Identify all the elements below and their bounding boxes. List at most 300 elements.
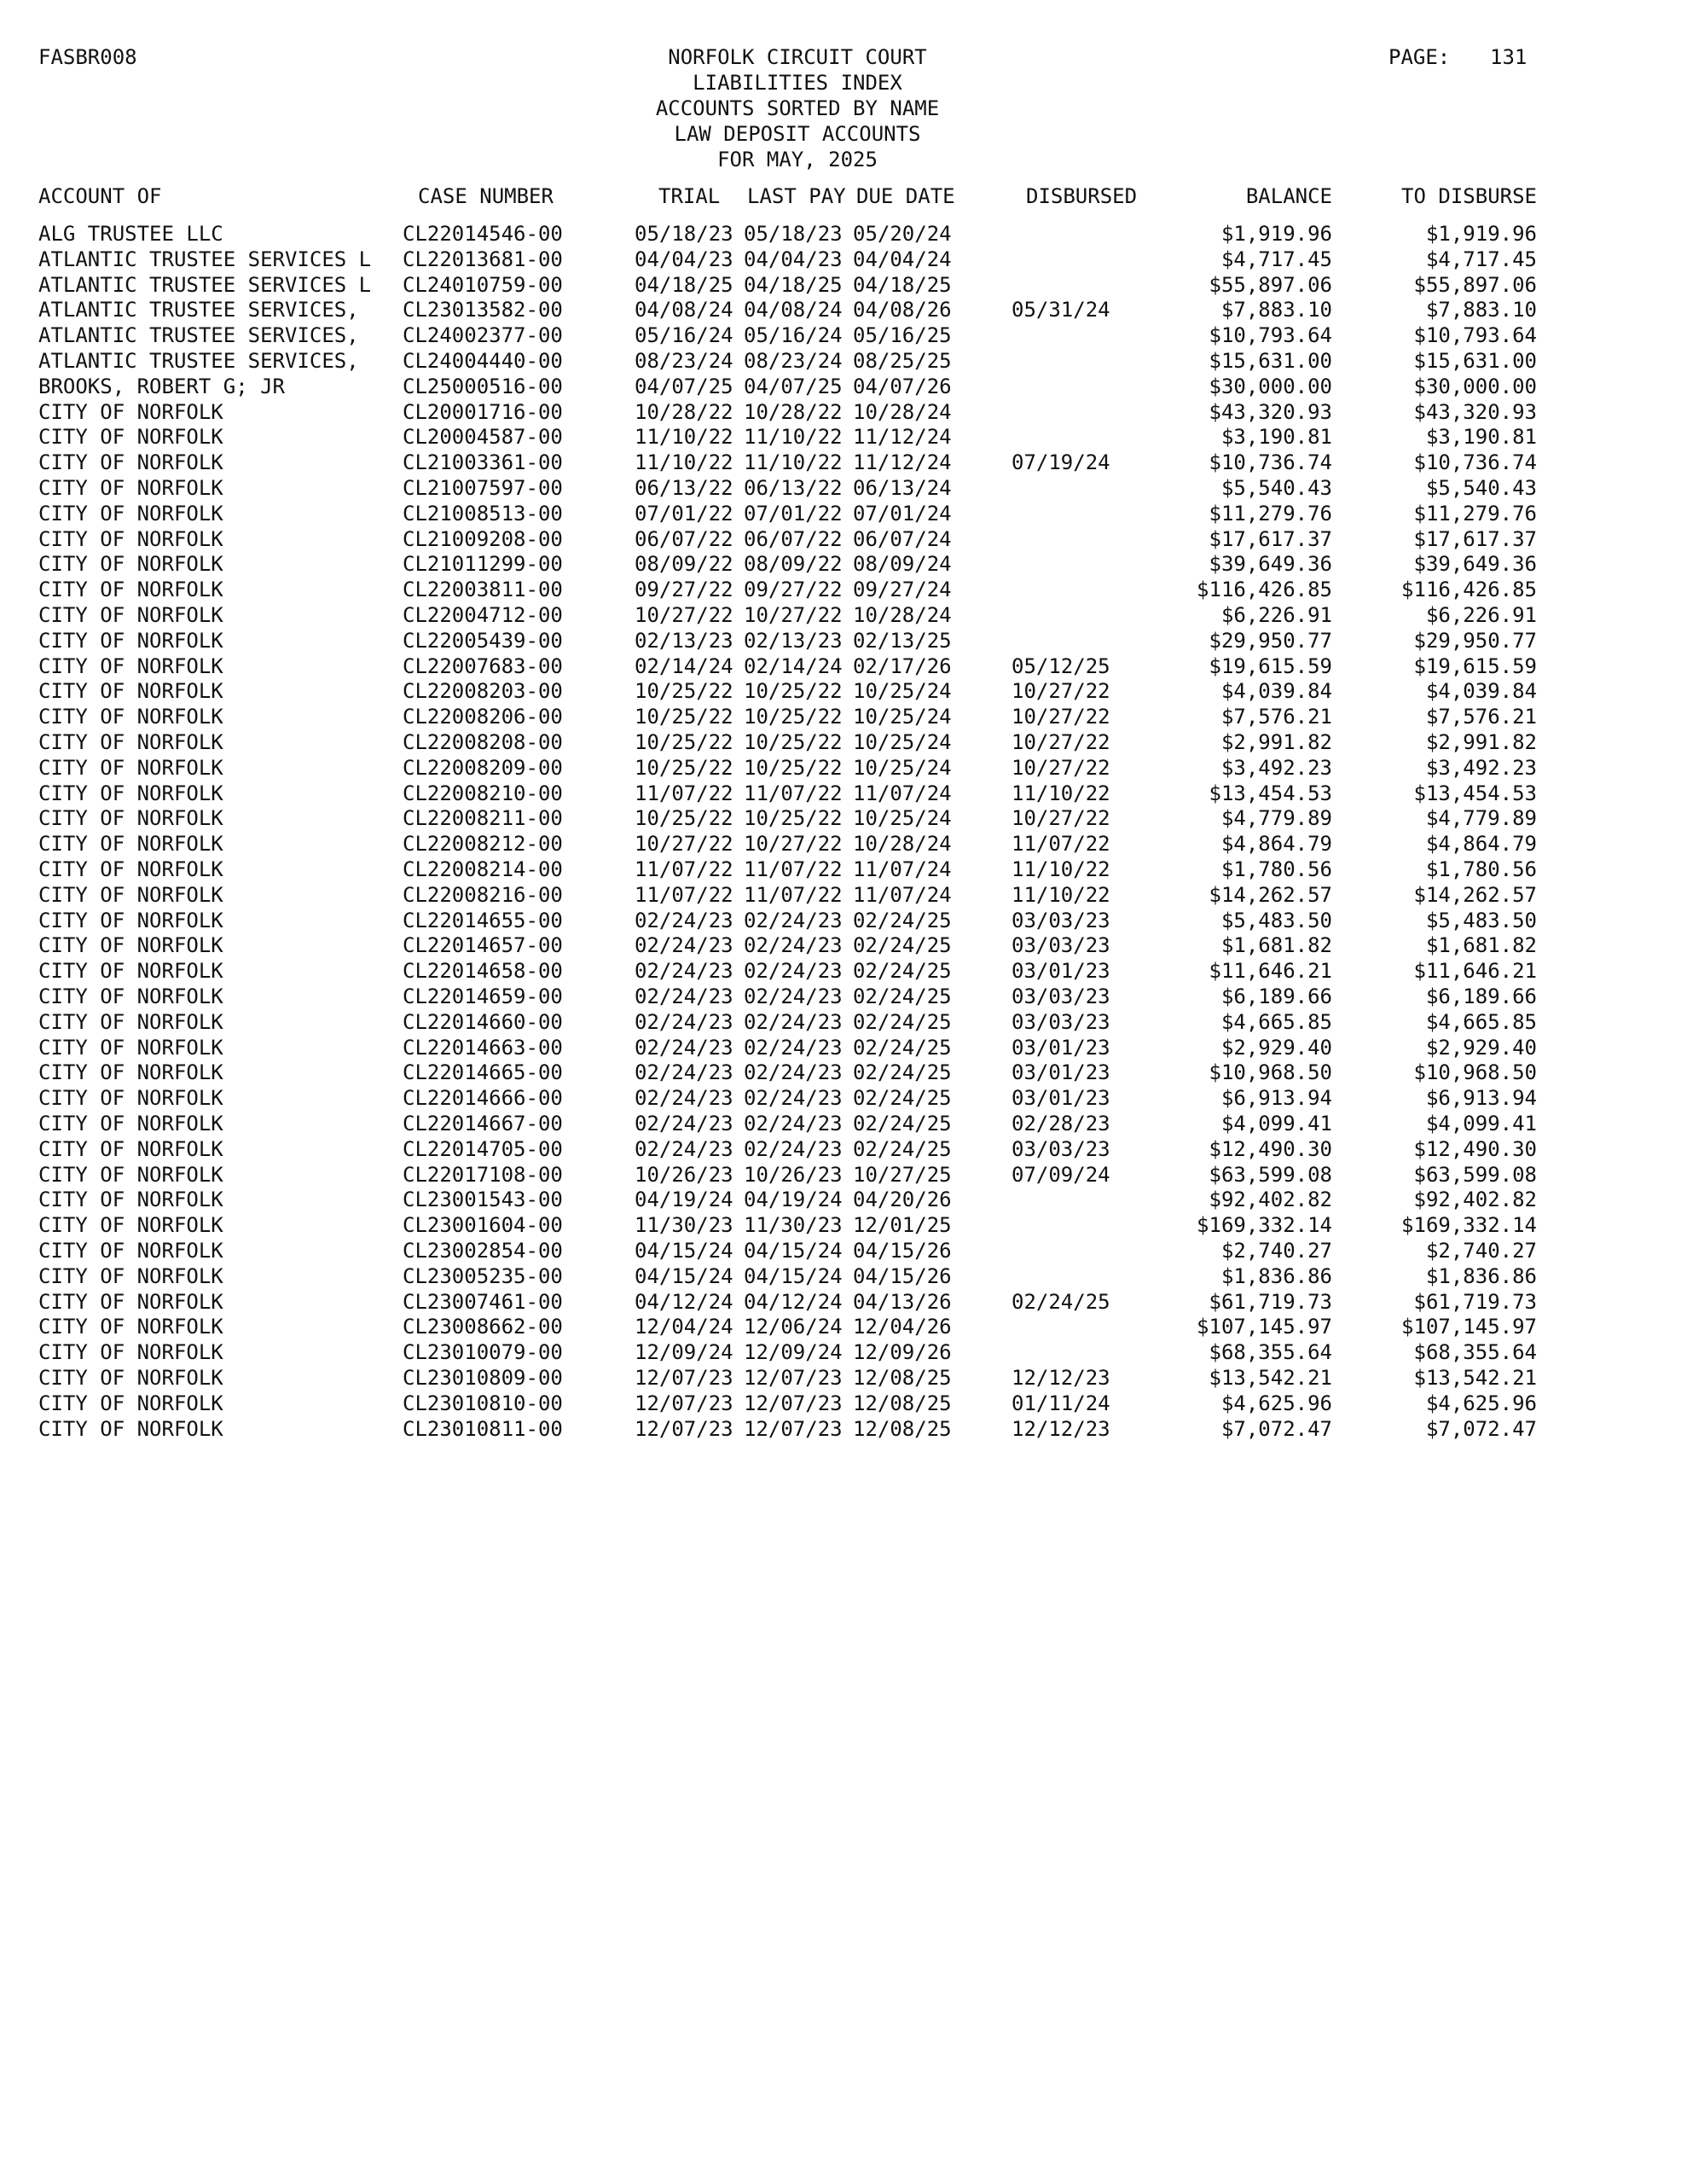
table-row — [0, 221, 1687, 247]
case-number: CL23010810-00 — [403, 1391, 563, 1415]
balance-amount: $12,490.30 — [1209, 1136, 1332, 1161]
last-pay-date: 12/09/24 — [744, 1340, 843, 1365]
account-name: CITY OF NORFOLK — [38, 781, 223, 805]
due-date: 11/12/24 — [853, 425, 952, 450]
account-name: CITY OF NORFOLK — [38, 1060, 223, 1085]
table-row — [0, 424, 1687, 450]
balance-amount: $39,649.36 — [1209, 552, 1332, 577]
to-disburse-amount: $10,736.74 — [1413, 450, 1537, 475]
last-pay-date: 04/15/24 — [744, 1263, 843, 1288]
case-number: CL23010811-00 — [403, 1416, 563, 1441]
last-pay-date: 12/07/23 — [744, 1366, 843, 1390]
trial-date: 12/07/23 — [635, 1391, 733, 1415]
disbursed-date: 10/27/22 — [1012, 806, 1110, 831]
account-name: CITY OF NORFOLK — [38, 959, 223, 984]
due-date: 12/04/26 — [853, 1315, 952, 1339]
last-pay-date: 02/24/23 — [744, 1009, 843, 1034]
case-number: CL23001543-00 — [403, 1188, 563, 1212]
due-date: 02/24/25 — [853, 908, 952, 932]
due-date: 02/24/25 — [853, 1009, 952, 1034]
disbursed-date: 03/01/23 — [1012, 1060, 1110, 1085]
account-name: CITY OF NORFOLK — [38, 450, 223, 475]
disbursed-date: 10/27/22 — [1012, 679, 1110, 704]
trial-date: 04/08/24 — [635, 298, 733, 322]
due-date: 06/07/24 — [853, 526, 952, 551]
case-number: CL22014657-00 — [403, 933, 563, 958]
to-disburse-amount: $3,190.81 — [1425, 425, 1537, 450]
trial-date: 02/24/23 — [635, 908, 733, 932]
due-date: 12/08/25 — [853, 1391, 952, 1415]
table-row — [0, 1339, 1687, 1365]
last-pay-date: 04/18/25 — [744, 272, 843, 297]
table-row — [0, 831, 1687, 857]
disbursed-date: 03/03/23 — [1012, 985, 1110, 1008]
account-name: ATLANTIC TRUSTEE SERVICES, — [38, 323, 359, 348]
due-date: 12/08/25 — [853, 1416, 952, 1441]
account-name: CITY OF NORFOLK — [38, 1213, 223, 1238]
column-header-due: DUE DATE — [856, 184, 955, 208]
balance-amount: $10,793.64 — [1209, 323, 1332, 348]
trial-date: 02/24/23 — [635, 1112, 733, 1136]
case-number: CL22014660-00 — [403, 1009, 563, 1034]
case-number: CL23002854-00 — [403, 1239, 563, 1263]
to-disburse-amount: $61,719.73 — [1413, 1289, 1537, 1314]
case-number: CL22003811-00 — [403, 578, 563, 602]
account-name: BROOKS, ROBERT G; JR — [38, 374, 285, 398]
to-disburse-amount: $92,402.82 — [1413, 1188, 1537, 1212]
due-date: 11/07/24 — [853, 857, 952, 881]
due-date: 02/24/25 — [853, 985, 952, 1008]
due-date: 06/13/24 — [853, 476, 952, 500]
due-date: 08/25/25 — [853, 349, 952, 373]
disbursed-date: 03/03/23 — [1012, 933, 1110, 958]
balance-amount: $7,576.21 — [1220, 705, 1332, 729]
table-row — [0, 450, 1687, 475]
case-number: CL22013681-00 — [403, 247, 563, 271]
due-date: 10/28/24 — [853, 832, 952, 857]
column-header-to-disburse: TO DISBURSE — [1401, 184, 1537, 208]
to-disburse-amount: $7,072.47 — [1425, 1416, 1537, 1441]
due-date: 10/28/24 — [853, 399, 952, 424]
to-disburse-amount: $14,262.57 — [1413, 882, 1537, 907]
due-date: 04/18/25 — [853, 272, 952, 297]
account-name: CITY OF NORFOLK — [38, 908, 223, 932]
last-pay-date: 02/24/23 — [744, 1060, 843, 1085]
account-name: CITY OF NORFOLK — [38, 1416, 223, 1441]
to-disburse-amount: $10,793.64 — [1413, 323, 1537, 348]
table-row — [0, 1314, 1687, 1339]
trial-date: 02/13/23 — [635, 628, 733, 653]
balance-amount: $55,897.06 — [1209, 272, 1332, 297]
account-name: CITY OF NORFOLK — [38, 1136, 223, 1161]
trial-date: 11/07/22 — [635, 781, 733, 805]
table-row — [0, 475, 1687, 501]
trial-date: 12/07/23 — [635, 1366, 733, 1390]
last-pay-date: 11/30/23 — [744, 1213, 843, 1238]
disbursed-date: 11/10/22 — [1012, 781, 1110, 805]
case-number: CL22008203-00 — [403, 679, 563, 704]
column-header-balance: BALANCE — [1245, 184, 1332, 208]
to-disburse-amount: $1,681.82 — [1425, 933, 1537, 958]
due-date: 11/12/24 — [853, 450, 952, 475]
account-name: CITY OF NORFOLK — [38, 705, 223, 729]
to-disburse-amount: $15,631.00 — [1413, 349, 1537, 373]
trial-date: 10/25/22 — [635, 679, 733, 704]
due-date: 11/07/24 — [853, 781, 952, 805]
table-row — [0, 908, 1687, 933]
table-row — [0, 958, 1687, 984]
balance-amount: $5,540.43 — [1220, 476, 1332, 500]
table-row — [0, 781, 1687, 806]
table-row — [0, 1009, 1687, 1035]
last-pay-date: 11/07/22 — [744, 781, 843, 805]
trial-date: 10/27/22 — [635, 832, 733, 857]
last-pay-date: 10/25/22 — [744, 679, 843, 704]
trial-date: 10/25/22 — [635, 705, 733, 729]
case-number: CL23010809-00 — [403, 1366, 563, 1390]
to-disburse-amount: $116,426.85 — [1401, 578, 1537, 602]
to-disburse-amount: $1,780.56 — [1425, 857, 1537, 881]
account-name: CITY OF NORFOLK — [38, 501, 223, 526]
account-name: CITY OF NORFOLK — [38, 832, 223, 857]
due-date: 02/17/26 — [853, 653, 952, 678]
balance-amount: $4,099.41 — [1220, 1112, 1332, 1136]
trial-date: 04/15/24 — [635, 1239, 733, 1263]
trial-date: 02/24/23 — [635, 1060, 733, 1085]
table-row — [0, 1289, 1687, 1315]
table-row — [0, 577, 1687, 602]
report-title-period: FOR MAY, 2025 — [717, 148, 878, 171]
report-title-court: NORFOLK CIRCUIT COURT — [668, 45, 927, 69]
trial-date: 11/07/22 — [635, 857, 733, 881]
table-row — [0, 322, 1687, 348]
to-disburse-amount: $55,897.06 — [1413, 272, 1537, 297]
trial-date: 06/07/22 — [635, 526, 733, 551]
disbursed-date: 01/11/24 — [1012, 1391, 1110, 1415]
trial-date: 09/27/22 — [635, 578, 733, 602]
table-row — [0, 1035, 1687, 1060]
due-date: 02/24/25 — [853, 1035, 952, 1060]
account-name: CITY OF NORFOLK — [38, 985, 223, 1008]
trial-date: 10/28/22 — [635, 399, 733, 424]
due-date: 02/24/25 — [853, 1086, 952, 1111]
table-row — [0, 678, 1687, 704]
balance-amount: $68,355.64 — [1209, 1340, 1332, 1365]
table-row — [0, 1060, 1687, 1085]
last-pay-date: 11/10/22 — [744, 425, 843, 450]
last-pay-date: 10/25/22 — [744, 755, 843, 780]
table-row — [0, 1085, 1687, 1111]
last-pay-date: 02/24/23 — [744, 908, 843, 932]
table-row — [0, 526, 1687, 552]
disbursed-date: 05/12/25 — [1012, 653, 1110, 678]
trial-date: 02/14/24 — [635, 653, 733, 678]
case-number: CL21003361-00 — [403, 450, 563, 475]
balance-amount: $10,968.50 — [1209, 1060, 1332, 1085]
trial-date: 10/25/22 — [635, 755, 733, 780]
due-date: 05/20/24 — [853, 222, 952, 246]
last-pay-date: 04/08/24 — [744, 298, 843, 322]
last-pay-date: 11/07/22 — [744, 882, 843, 907]
balance-amount: $11,279.76 — [1209, 501, 1332, 526]
trial-date: 04/15/24 — [635, 1263, 733, 1288]
to-disburse-amount: $17,617.37 — [1413, 526, 1537, 551]
trial-date: 10/25/22 — [635, 806, 733, 831]
disbursed-date: 10/27/22 — [1012, 755, 1110, 780]
balance-amount: $43,320.93 — [1209, 399, 1332, 424]
last-pay-date: 04/15/24 — [744, 1239, 843, 1263]
balance-amount: $10,736.74 — [1209, 450, 1332, 475]
trial-date: 02/24/23 — [635, 985, 733, 1008]
last-pay-date: 08/23/24 — [744, 349, 843, 373]
table-row — [0, 348, 1687, 374]
balance-amount: $4,717.45 — [1220, 247, 1332, 271]
trial-date: 11/07/22 — [635, 882, 733, 907]
to-disburse-amount: $1,836.86 — [1425, 1263, 1537, 1288]
table-row — [0, 272, 1687, 298]
table-row — [0, 1416, 1687, 1442]
balance-amount: $3,492.23 — [1220, 755, 1332, 780]
balance-amount: $4,665.85 — [1220, 1009, 1332, 1034]
trial-date: 11/10/22 — [635, 450, 733, 475]
account-name: CITY OF NORFOLK — [38, 578, 223, 602]
account-name: ATLANTIC TRUSTEE SERVICES L — [38, 272, 372, 297]
table-row — [0, 1111, 1687, 1136]
case-number: CL22014663-00 — [403, 1035, 563, 1060]
disbursed-date: 02/24/25 — [1012, 1289, 1110, 1314]
case-number: CL24010759-00 — [403, 272, 563, 297]
disbursed-date: 03/03/23 — [1012, 1009, 1110, 1034]
case-number: CL22014546-00 — [403, 222, 563, 246]
disbursed-date: 03/01/23 — [1012, 959, 1110, 984]
last-pay-date: 06/07/22 — [744, 526, 843, 551]
case-number: CL23010079-00 — [403, 1340, 563, 1365]
case-number: CL20004587-00 — [403, 425, 563, 450]
case-number: CL22008211-00 — [403, 806, 563, 831]
to-disburse-amount: $63,599.08 — [1413, 1162, 1537, 1187]
trial-date: 12/09/24 — [635, 1340, 733, 1365]
table-row — [0, 805, 1687, 831]
due-date: 10/25/24 — [853, 679, 952, 704]
last-pay-date: 06/13/22 — [744, 476, 843, 500]
balance-amount: $1,836.86 — [1220, 1263, 1332, 1288]
account-name: CITY OF NORFOLK — [38, 653, 223, 678]
due-date: 05/16/25 — [853, 323, 952, 348]
account-name: ATLANTIC TRUSTEE SERVICES L — [38, 247, 372, 271]
due-date: 02/24/25 — [853, 933, 952, 958]
table-row — [0, 857, 1687, 882]
balance-amount: $29,950.77 — [1209, 628, 1332, 653]
balance-amount: $4,625.96 — [1220, 1391, 1332, 1415]
last-pay-date: 02/24/23 — [744, 959, 843, 984]
case-number: CL22014658-00 — [403, 959, 563, 984]
balance-amount: $7,883.10 — [1220, 298, 1332, 322]
to-disburse-amount: $2,929.40 — [1425, 1035, 1537, 1060]
account-name: CITY OF NORFOLK — [38, 399, 223, 424]
disbursed-date: 11/10/22 — [1012, 882, 1110, 907]
disbursed-date: 02/28/23 — [1012, 1112, 1110, 1136]
case-number: CL24002377-00 — [403, 323, 563, 348]
to-disburse-amount: $11,279.76 — [1413, 501, 1537, 526]
account-name: CITY OF NORFOLK — [38, 1315, 223, 1339]
to-disburse-amount: $4,717.45 — [1425, 247, 1537, 271]
table-row — [0, 882, 1687, 908]
due-date: 12/08/25 — [853, 1366, 952, 1390]
to-disburse-amount: $13,542.21 — [1413, 1366, 1537, 1390]
account-name: CITY OF NORFOLK — [38, 857, 223, 881]
table-row — [0, 1263, 1687, 1289]
table-row — [0, 932, 1687, 958]
last-pay-date: 10/25/22 — [744, 730, 843, 754]
due-date: 02/24/25 — [853, 1060, 952, 1085]
due-date: 10/28/24 — [853, 603, 952, 627]
due-date: 02/24/25 — [853, 1136, 952, 1161]
table-row — [0, 297, 1687, 322]
case-number: CL23013582-00 — [403, 298, 563, 322]
account-name: CITY OF NORFOLK — [38, 1263, 223, 1288]
due-date: 07/01/24 — [853, 501, 952, 526]
disbursed-date: 07/09/24 — [1012, 1162, 1110, 1187]
account-name: CITY OF NORFOLK — [38, 1035, 223, 1060]
account-name: CITY OF NORFOLK — [38, 425, 223, 450]
case-number: CL22014666-00 — [403, 1086, 563, 1111]
to-disburse-amount: $4,779.89 — [1425, 806, 1537, 831]
due-date: 04/20/26 — [853, 1188, 952, 1212]
last-pay-date: 12/07/23 — [744, 1416, 843, 1441]
case-number: CL22017108-00 — [403, 1162, 563, 1187]
column-header-lastpay: LAST PAY — [747, 184, 846, 208]
trial-date: 04/07/25 — [635, 374, 733, 398]
account-name: ALG TRUSTEE LLC — [38, 222, 223, 246]
account-name: CITY OF NORFOLK — [38, 882, 223, 907]
last-pay-date: 02/24/23 — [744, 1035, 843, 1060]
account-name: CITY OF NORFOLK — [38, 1366, 223, 1390]
balance-amount: $19,615.59 — [1209, 653, 1332, 678]
balance-amount: $15,631.00 — [1209, 349, 1332, 373]
disbursed-date: 11/10/22 — [1012, 857, 1110, 881]
last-pay-date: 02/24/23 — [744, 933, 843, 958]
balance-amount: $7,072.47 — [1220, 1416, 1332, 1441]
due-date: 04/15/26 — [853, 1239, 952, 1263]
to-disburse-amount: $11,646.21 — [1413, 959, 1537, 984]
page-label: PAGE: — [1388, 45, 1451, 69]
trial-date: 02/24/23 — [635, 1086, 733, 1111]
last-pay-date: 10/25/22 — [744, 705, 843, 729]
case-number: CL22008214-00 — [403, 857, 563, 881]
account-name: CITY OF NORFOLK — [38, 1340, 223, 1365]
disbursed-date: 03/03/23 — [1012, 908, 1110, 932]
last-pay-date: 02/13/23 — [744, 628, 843, 653]
table-row — [0, 628, 1687, 653]
case-number: CL24004440-00 — [403, 349, 563, 373]
trial-date: 02/24/23 — [635, 1009, 733, 1034]
account-name: CITY OF NORFOLK — [38, 806, 223, 831]
due-date: 02/24/25 — [853, 1112, 952, 1136]
last-pay-date: 02/24/23 — [744, 985, 843, 1008]
due-date: 09/27/24 — [853, 578, 952, 602]
account-name: CITY OF NORFOLK — [38, 476, 223, 500]
last-pay-date: 11/10/22 — [744, 450, 843, 475]
table-row — [0, 1365, 1687, 1391]
to-disburse-amount: $4,665.85 — [1425, 1009, 1537, 1034]
to-disburse-amount: $1,919.96 — [1425, 222, 1537, 246]
account-name: CITY OF NORFOLK — [38, 1009, 223, 1034]
trial-date: 05/18/23 — [635, 222, 733, 246]
account-name: CITY OF NORFOLK — [38, 603, 223, 627]
last-pay-date: 10/27/22 — [744, 603, 843, 627]
account-name: CITY OF NORFOLK — [38, 628, 223, 653]
due-date: 08/09/24 — [853, 552, 952, 577]
trial-date: 02/24/23 — [635, 959, 733, 984]
last-pay-date: 02/24/23 — [744, 1112, 843, 1136]
to-disburse-amount: $13,454.53 — [1413, 781, 1537, 805]
to-disburse-amount: $2,740.27 — [1425, 1239, 1537, 1263]
due-date: 02/24/25 — [853, 959, 952, 984]
balance-amount: $13,542.21 — [1209, 1366, 1332, 1390]
table-row — [0, 501, 1687, 526]
balance-amount: $169,332.14 — [1197, 1213, 1332, 1238]
case-number: CL21011299-00 — [403, 552, 563, 577]
case-number: CL22004712-00 — [403, 603, 563, 627]
case-number: CL23001604-00 — [403, 1213, 563, 1238]
disbursed-date: 10/27/22 — [1012, 730, 1110, 754]
to-disburse-amount: $10,968.50 — [1413, 1060, 1537, 1085]
due-date: 04/07/26 — [853, 374, 952, 398]
table-row — [0, 1212, 1687, 1238]
trial-date: 12/07/23 — [635, 1416, 733, 1441]
due-date: 10/25/24 — [853, 705, 952, 729]
account-name: CITY OF NORFOLK — [38, 679, 223, 704]
table-row — [0, 755, 1687, 781]
report-title-accounts: LAW DEPOSIT ACCOUNTS — [674, 122, 921, 146]
balance-amount: $2,991.82 — [1220, 730, 1332, 754]
disbursed-date: 10/27/22 — [1012, 705, 1110, 729]
trial-date: 06/13/22 — [635, 476, 733, 500]
account-name: ATLANTIC TRUSTEE SERVICES, — [38, 298, 359, 322]
trial-date: 04/12/24 — [635, 1289, 733, 1314]
last-pay-date: 04/12/24 — [744, 1289, 843, 1314]
last-pay-date: 05/16/24 — [744, 323, 843, 348]
trial-date: 05/16/24 — [635, 323, 733, 348]
balance-amount: $30,000.00 — [1209, 374, 1332, 398]
case-number: CL22014665-00 — [403, 1060, 563, 1085]
case-number: CL22014705-00 — [403, 1136, 563, 1161]
to-disburse-amount: $6,189.66 — [1425, 985, 1537, 1008]
table-row — [0, 984, 1687, 1009]
balance-amount: $107,145.97 — [1197, 1315, 1332, 1339]
balance-amount: $3,190.81 — [1220, 425, 1332, 450]
to-disburse-amount: $169,332.14 — [1401, 1213, 1537, 1238]
to-disburse-amount: $7,576.21 — [1425, 705, 1537, 729]
trial-date: 04/04/23 — [635, 247, 733, 271]
table-row — [0, 1238, 1687, 1263]
disbursed-date: 12/12/23 — [1012, 1366, 1110, 1390]
account-name: CITY OF NORFOLK — [38, 730, 223, 754]
trial-date: 07/01/22 — [635, 501, 733, 526]
trial-date: 04/18/25 — [635, 272, 733, 297]
case-number: CL21009208-00 — [403, 526, 563, 551]
disbursed-date: 03/01/23 — [1012, 1035, 1110, 1060]
trial-date: 10/26/23 — [635, 1162, 733, 1187]
balance-amount: $5,483.50 — [1220, 908, 1332, 932]
disbursed-date: 03/03/23 — [1012, 1136, 1110, 1161]
case-number: CL22007683-00 — [403, 653, 563, 678]
balance-amount: $13,454.53 — [1209, 781, 1332, 805]
last-pay-date: 04/04/23 — [744, 247, 843, 271]
to-disburse-amount: $107,145.97 — [1401, 1315, 1537, 1339]
balance-amount: $6,913.94 — [1220, 1086, 1332, 1111]
last-pay-date: 09/27/22 — [744, 578, 843, 602]
